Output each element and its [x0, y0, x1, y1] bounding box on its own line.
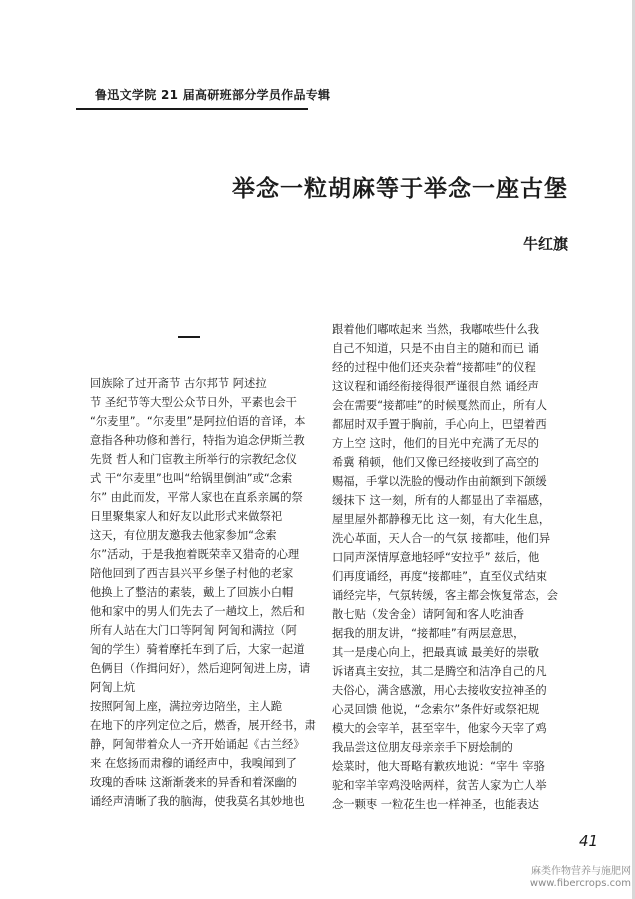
text-line: 式 干“尔麦里”也叫“给锅里倒油”或“念索 [90, 472, 293, 485]
text-line: 日里聚集家人和好友以此形式来做祭祀 [90, 510, 283, 523]
text-line: 尔” 由此而发，平常人家也在直系亲属的祭 [90, 491, 303, 504]
text-line: 这议程和诵经衔接得很严谨很自然 诵经声 [332, 380, 539, 393]
text-line: 洗心革面，天人合一的气氛 接都哇，他们异 [332, 532, 551, 545]
text-line: 訇的学生）骑着摩托车到了后，大家一起道 [90, 643, 305, 656]
text-line: 心灵回馈 他说，“念索尔”条件好或祭祀规 [332, 703, 540, 716]
text-line: 跟着他们嘟哝起来 当然，我嘟哝些什么我 [332, 323, 539, 336]
text-line: 意指各种功修和善行，特指为追念伊斯兰教 [90, 434, 305, 447]
running-header: 鲁迅文学院 21 届高研班部分学员作品专辑 [95, 88, 331, 102]
text-line: 在地下的序列定位之后，燃香，展开经书，肃 [90, 719, 316, 732]
text-line: 尔”活动，于是我抱着既荣幸又猎奇的心理 [90, 548, 300, 561]
text-line: 回族除了过开斋节 古尔邦节 阿述拉 [90, 377, 267, 390]
text-line: 自己不知道，只是不由自主的随和而已 诵 [332, 342, 539, 355]
text-line: 诵经完毕，气氛转缓，客主都会恢复常态，会 [332, 589, 558, 602]
text-line: 据我的朋友讲，“接都哇”有两层意思， [332, 627, 525, 640]
text-line: 所有人站在大门口等阿訇 阿訇和满拉（阿 [90, 624, 297, 637]
text-line: 缓抹下 这一刻，所有的人都显出了幸福感， [332, 494, 551, 507]
text-line: “尔麦里”。“尔麦里”是阿拉伯语的音译，本 [90, 415, 306, 428]
text-line: 口同声深情厚意地轻呼“安拉乎” 兹后，他 [332, 551, 540, 564]
text-line: 都屈时双手置于胸前，手心向上，巴望着西 [332, 418, 547, 431]
text-line: 希冀 稍顿，他们又像已经接收到了高空的 [332, 456, 539, 469]
watermark-url: www.fibercrops.com [529, 878, 631, 889]
text-line: 赐福，手掌以洗脸的慢动作由前额到下颌缓 [332, 475, 547, 488]
text-line: 念一颗枣 一粒花生也一样神圣，也能表达 [332, 798, 539, 811]
header-rule [76, 108, 308, 110]
article-title: 举念一粒胡麻等于举念一座古堡 [232, 176, 568, 202]
text-line: 我品尝这位朋友母亲亲手下厨烩制的 [332, 741, 513, 754]
text-line: 按照阿訇上座，满拉旁边陪坐，主人跪 [90, 700, 283, 713]
text-line: 模大的会宰羊，甚至宰牛，他家今天宰了鸡 [332, 722, 547, 735]
text-line: 这天，有位朋友邀我去他家参加“念索 [90, 529, 277, 542]
text-line: 他和家中的男人们先去了一趟坟上，然后和 [90, 605, 305, 618]
text-line: 节 圣纪节等大型公众节日外，平素也会干 [90, 396, 297, 409]
text-line: 方上空 这时，他们的目光中充满了无尽的 [332, 437, 539, 450]
text-line: 散七贴（发舍金）请阿訇和客人吃油香 [332, 608, 525, 621]
text-line: 夫俗心，满含感激，用心去接收安拉神圣的 [332, 684, 547, 697]
text-line: 们再度诵经，再度“接都哇”，直至仪式结束 [332, 570, 548, 583]
text-line: 诵经声清晰了我的脑海，使我莫名其妙地也 [90, 795, 305, 808]
text-column-right [332, 320, 570, 814]
text-line: 诉诸真主安拉，其二是腾空和洁净自己的凡 [332, 665, 547, 678]
text-line: 来 在悠扬而肃穆的诵经声中，我嗅闻到了 [90, 757, 297, 770]
text-line: 静，阿訇带着众人一齐开始诵起《古兰经》 [90, 738, 305, 751]
text-line: 先贤 哲人和门宦教主所举行的宗教纪念仪 [90, 453, 297, 466]
text-line: 烩菜时，他大哥略有歉疚地说：“宰牛 宰骆 [332, 760, 545, 773]
text-line: 色俩目（作揖问好），然后迎阿訇进上房，请 [90, 662, 311, 675]
text-column-left [90, 374, 320, 811]
watermark-name: 麻类作物营养与施肥网 [531, 866, 631, 877]
text-line: 他换上了整洁的素装，戴上了回族小白帽 [90, 586, 294, 599]
text-line: 其一是虔心向上，把最真诚 最美好的崇敬 [332, 646, 539, 659]
article-author: 牛红旗 [522, 235, 568, 253]
text-line: 玫瑰的香味 这渐渐袭来的异香和着深幽的 [90, 776, 297, 789]
text-line: 阿訇上炕 [90, 681, 136, 694]
page-number: 41 [579, 832, 599, 850]
site-watermark [507, 866, 631, 890]
text-line: 驼和宰羊宰鸡没啥两样，贫苦人家为亡人举 [332, 779, 547, 792]
text-line: 陪他回到了西吉县兴平乡堡子村他的老家 [90, 567, 294, 580]
text-line: 屋里屋外都静穆无比 这一刻，有大化生息， [332, 513, 551, 526]
text-line: 经的过程中他们还夹杂着“接都哇”的仪程 [332, 361, 536, 374]
section-number-text [178, 328, 200, 342]
text-line: 会在需要“接都哇”的时候戛然而止，所有人 [332, 399, 548, 412]
